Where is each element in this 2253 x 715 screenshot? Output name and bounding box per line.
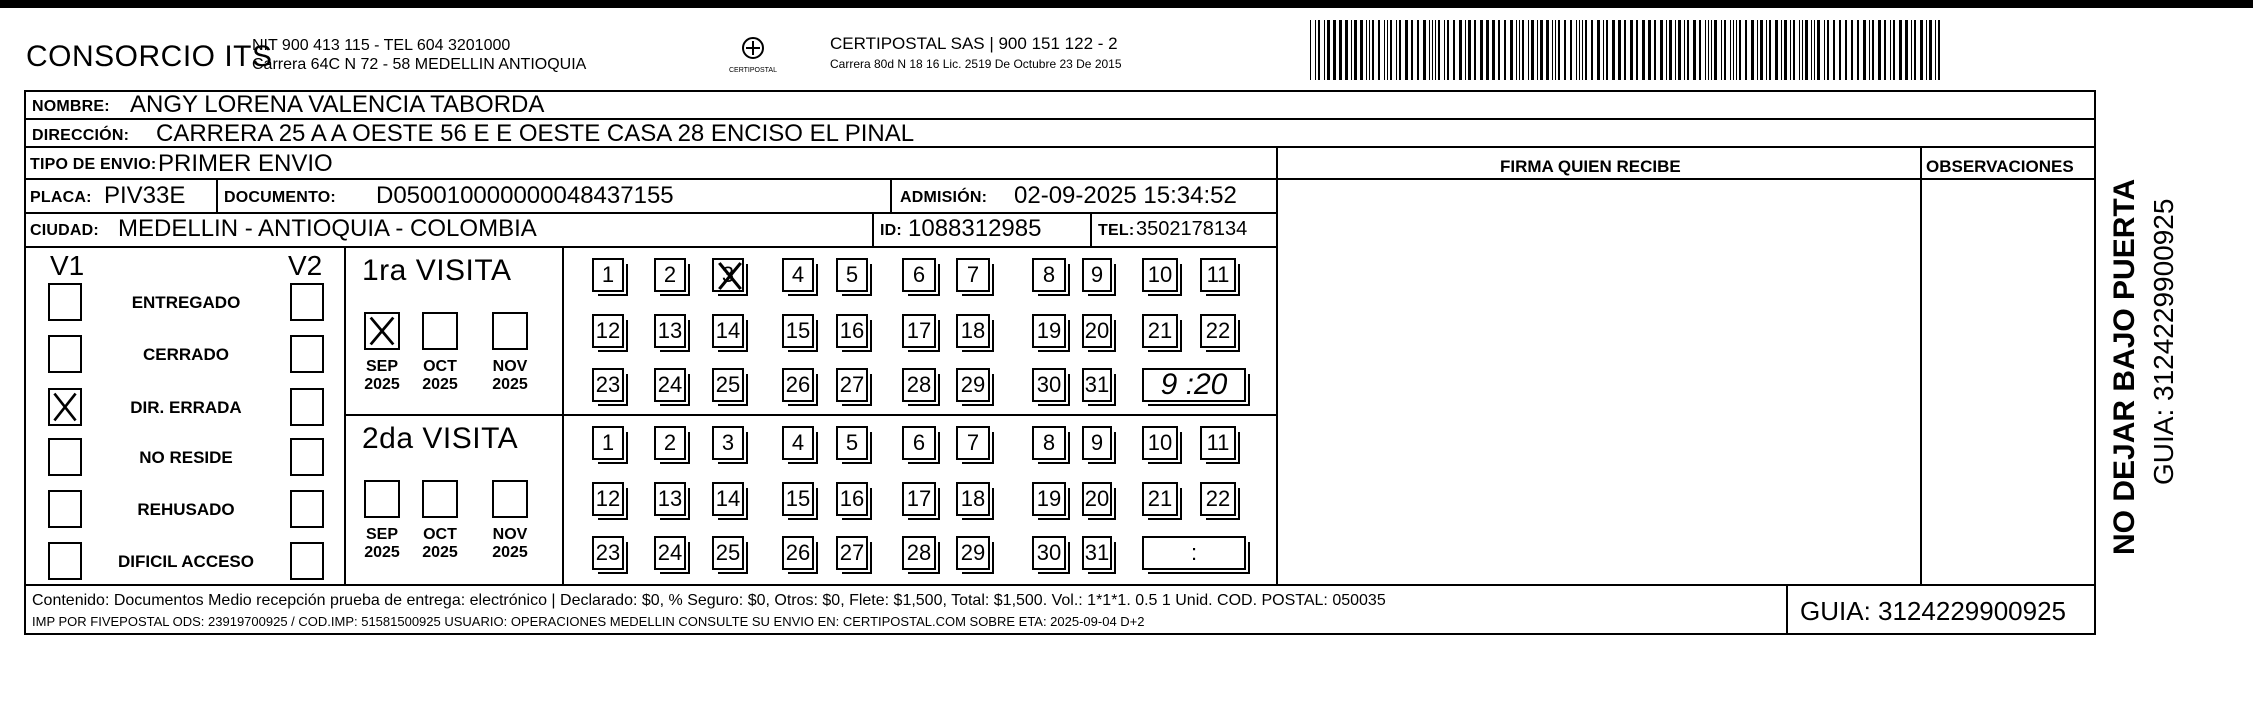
- day-box[interactable]: 19: [1032, 482, 1066, 516]
- status-label: NO RESIDE: [139, 448, 233, 467]
- top-bar: [0, 0, 2253, 8]
- day-box[interactable]: 20: [1082, 482, 1112, 516]
- day-box[interactable]: 7: [956, 426, 990, 460]
- day-box[interactable]: 10: [1142, 258, 1178, 292]
- day-box[interactable]: 5: [836, 258, 868, 292]
- status-label: ENTREGADO: [131, 293, 241, 312]
- day-box[interactable]: 11: [1200, 426, 1236, 460]
- v2-checkbox-5[interactable]: [290, 542, 324, 580]
- time-box[interactable]: :: [1142, 536, 1246, 570]
- v2-checkbox-3[interactable]: [290, 438, 324, 476]
- status-label: REHUSADO: [137, 500, 235, 519]
- day-box[interactable]: 3: [712, 258, 744, 292]
- day-box[interactable]: 18: [956, 314, 990, 348]
- id-value: 1088312985: [908, 215, 1042, 242]
- day-box[interactable]: 5: [836, 426, 868, 460]
- day-box[interactable]: 6: [902, 426, 936, 460]
- day-box[interactable]: 22: [1200, 482, 1236, 516]
- direccion-row: [24, 118, 2096, 148]
- v1-checkbox-2[interactable]: [48, 388, 82, 426]
- company-name: CONSORCIO ITS: [26, 40, 273, 73]
- day-box[interactable]: 24: [654, 536, 686, 570]
- month-label: OCT 2025: [422, 358, 458, 393]
- day-box[interactable]: 28: [902, 536, 936, 570]
- day-box[interactable]: 27: [836, 536, 868, 570]
- day-box[interactable]: 14: [712, 482, 744, 516]
- day-box[interactable]: 30: [1032, 368, 1066, 402]
- day-box[interactable]: 29: [956, 368, 990, 402]
- v1-checkbox-0[interactable]: [48, 283, 82, 321]
- footer-line1: Contenido: Documentos Medio recepción prueba de entrega: electrónico | Declarado: $0, % Seguro: $0, Otros: $0, Flete: $1,500, Total: $1,500. Vol.: 1*1*1. 0.5 1 Unid. COD. POSTAL: 050035: [32, 592, 1386, 609]
- month-label: SEP 2025: [364, 358, 400, 393]
- month-label: OCT 2025: [422, 526, 458, 561]
- v1-checkbox-5[interactable]: [48, 542, 82, 580]
- month-checkbox[interactable]: [364, 480, 400, 518]
- placa-value: PIV33E: [104, 182, 186, 209]
- documento-value: D050010000000048437155: [376, 182, 674, 209]
- ciudad-value: MEDELLIN - ANTIOQUIA - COLOMBIA: [118, 215, 537, 242]
- day-box[interactable]: 19: [1032, 314, 1066, 348]
- day-box[interactable]: 18: [956, 482, 990, 516]
- day-box[interactable]: 23: [592, 536, 624, 570]
- day-box[interactable]: 9: [1082, 258, 1112, 292]
- day-box[interactable]: 14: [712, 314, 744, 348]
- v1-checkbox-3[interactable]: [48, 438, 82, 476]
- day-box[interactable]: 20: [1082, 314, 1112, 348]
- day-box[interactable]: 15: [782, 314, 814, 348]
- documento-label: DOCUMENTO:: [224, 189, 336, 206]
- day-box[interactable]: 27: [836, 368, 868, 402]
- cert-line1: CERTIPOSTAL SAS | 900 151 122 - 2: [830, 34, 1118, 53]
- day-box[interactable]: 15: [782, 482, 814, 516]
- day-box[interactable]: 31: [1082, 368, 1112, 402]
- day-box[interactable]: 26: [782, 536, 814, 570]
- day-box[interactable]: 13: [654, 482, 686, 516]
- certipostal-info: [830, 34, 1122, 74]
- ciudad-label: CIUDAD:: [30, 222, 99, 239]
- day-box[interactable]: 11: [1200, 258, 1236, 292]
- day-box[interactable]: 24: [654, 368, 686, 402]
- side-warning: NO DEJAR BAJO PUERTA: [2108, 178, 2141, 555]
- v1-label: V1: [50, 250, 85, 281]
- v2-checkbox-4[interactable]: [290, 490, 324, 528]
- company-info: [252, 36, 586, 74]
- tel-value: 3502178134: [1136, 218, 1248, 240]
- status-label: DIR. ERRADA: [130, 398, 242, 417]
- day-box[interactable]: 12: [592, 314, 624, 348]
- tel-label: TEL:: [1098, 222, 1135, 239]
- visit-title: 2da VISITA: [362, 422, 519, 455]
- admision-label: ADMISIÓN:: [900, 189, 988, 206]
- nombre-row: [24, 90, 2096, 118]
- status-label: DIFICIL ACCESO: [117, 552, 254, 571]
- month-label: NOV 2025: [492, 358, 528, 393]
- nombre-label: NOMBRE:: [32, 98, 110, 115]
- day-box[interactable]: 13: [654, 314, 686, 348]
- footer-line2: IMP POR FIVEPOSTAL ODS: 23919700925 / COD.IMP: 51581500925 USUARIO: OPERACIONES MEDELLIN CONSULTE SU ENVIO EN: CERTIPOSTAL.COM SOBRE ETA: 2025-09-04 D+2: [32, 614, 1145, 629]
- placa-label: PLACA:: [30, 189, 92, 206]
- month-checkbox[interactable]: [492, 312, 528, 350]
- direccion-label: DIRECCIÓN:: [32, 127, 130, 144]
- status-label: CERRADO: [143, 345, 229, 364]
- day-box[interactable]: 28: [902, 368, 936, 402]
- day-box[interactable]: 25: [712, 368, 744, 402]
- tipo-label: TIPO DE ENVIO:: [30, 156, 157, 173]
- day-box[interactable]: 10: [1142, 426, 1178, 460]
- v2-checkbox-2[interactable]: [290, 388, 324, 426]
- time-box[interactable]: 9 :20: [1142, 368, 1246, 402]
- nit-line: NIT 900 413 115 - TEL 604 3201000: [252, 37, 511, 54]
- day-box[interactable]: 8: [1032, 426, 1066, 460]
- month-checkbox[interactable]: [422, 312, 458, 350]
- day-box[interactable]: 26: [782, 368, 814, 402]
- day-box[interactable]: 1: [592, 258, 624, 292]
- month-checkbox[interactable]: [364, 312, 400, 350]
- cert-line2: Carrera 80d N 18 16 Lic. 2519 De Octubre 23 De 2015: [830, 57, 1122, 71]
- v2-checkbox-0[interactable]: [290, 283, 324, 321]
- day-box[interactable]: 3: [712, 426, 744, 460]
- month-label: NOV 2025: [492, 526, 528, 561]
- day-box[interactable]: 4: [782, 258, 814, 292]
- month-checkbox[interactable]: [492, 480, 528, 518]
- direccion-value: CARRERA 25 A A OESTE 56 E E OESTE CASA 28 ENCISO EL PINAL: [156, 120, 915, 147]
- month-label: SEP 2025: [364, 526, 400, 561]
- day-box[interactable]: 22: [1200, 314, 1236, 348]
- day-box[interactable]: 12: [592, 482, 624, 516]
- day-box[interactable]: 29: [956, 536, 990, 570]
- visit-title: 1ra VISITA: [362, 254, 512, 287]
- admision-value: 02-09-2025 15:34:52: [1014, 182, 1237, 209]
- day-box[interactable]: 25: [712, 536, 744, 570]
- day-box[interactable]: 6: [902, 258, 936, 292]
- v2-label: V2: [288, 250, 323, 281]
- day-box[interactable]: 21: [1142, 314, 1178, 348]
- day-box[interactable]: 8: [1032, 258, 1066, 292]
- day-box[interactable]: 17: [902, 314, 936, 348]
- v1-checkbox-1[interactable]: [48, 335, 82, 373]
- day-box[interactable]: 9: [1082, 426, 1112, 460]
- day-box[interactable]: 23: [592, 368, 624, 402]
- barcode: [1310, 20, 1940, 80]
- observaciones-header: OBSERVACIONES: [1926, 157, 2074, 176]
- day-box[interactable]: 2: [654, 258, 686, 292]
- day-box[interactable]: 2: [654, 426, 686, 460]
- day-box[interactable]: 4: [782, 426, 814, 460]
- tipo-value: PRIMER ENVIO: [158, 150, 333, 177]
- footer-guia: GUIA: 3124229900925: [1800, 596, 2066, 626]
- certipostal-logo: [728, 34, 778, 76]
- month-checkbox[interactable]: [422, 480, 458, 518]
- day-box[interactable]: 30: [1032, 536, 1066, 570]
- id-label: ID:: [880, 222, 902, 239]
- address-line: Carrera 64C N 72 - 58 MEDELLIN ANTIOQUIA: [252, 56, 587, 73]
- day-box[interactable]: 1: [592, 426, 624, 460]
- day-box[interactable]: 21: [1142, 482, 1178, 516]
- nombre-value: ANGY LORENA VALENCIA TABORDA: [130, 91, 545, 118]
- day-box[interactable]: 16: [836, 482, 868, 516]
- side-guia: GUIA: 3124229900925: [2148, 198, 2179, 485]
- v1-checkbox-4[interactable]: [48, 490, 82, 528]
- logo-text: CERTIPOSTAL: [729, 67, 777, 74]
- day-box[interactable]: 17: [902, 482, 936, 516]
- day-box[interactable]: 7: [956, 258, 990, 292]
- v2-checkbox-1[interactable]: [290, 335, 324, 373]
- day-box[interactable]: 31: [1082, 536, 1112, 570]
- day-box[interactable]: 16: [836, 314, 868, 348]
- firma-header: FIRMA QUIEN RECIBE: [1500, 157, 1681, 176]
